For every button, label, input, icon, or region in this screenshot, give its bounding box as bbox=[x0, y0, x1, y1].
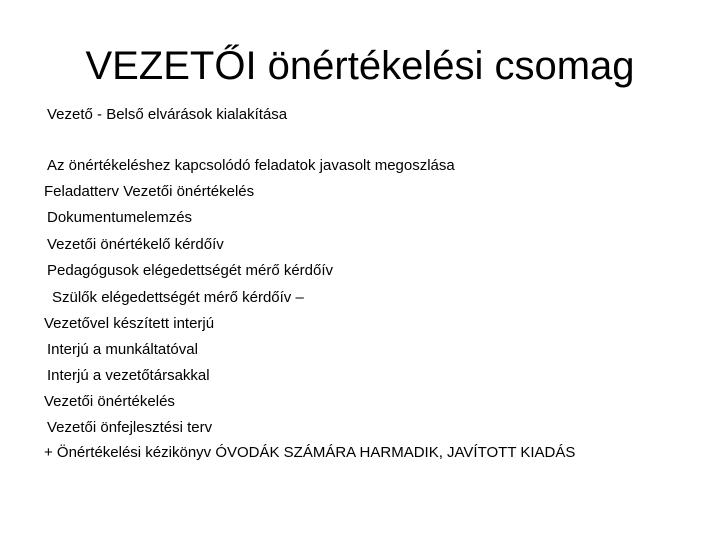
subtitle: Vezető - Belső elvárások kialakítása bbox=[47, 106, 288, 123]
list-item: Interjú a munkáltatóval bbox=[47, 341, 198, 358]
list-item: Feladatterv Vezetői önértékelés bbox=[44, 183, 255, 200]
list-item: Szülők elégedettségét mérő kérdőív – bbox=[52, 289, 304, 306]
list-item: Vezetői önértékelő kérdőív bbox=[47, 236, 224, 253]
list-item: Az önértékeléshez kapcsolódó feladatok javasolt megoszlása bbox=[47, 157, 455, 174]
list-item: + Önértékelési kézikönyv ÓVODÁK SZÁMÁRA HARMADIK, JAVÍTOTT KIADÁS bbox=[44, 444, 576, 461]
list-item: Vezetői önértékelés bbox=[44, 393, 175, 410]
page-title: VEZETŐI önértékelési csomag bbox=[85, 44, 635, 88]
list-item: Vezetői önfejlesztési terv bbox=[47, 419, 213, 436]
list-item: Interjú a vezetőtársakkal bbox=[47, 367, 210, 384]
list-item: Pedagógusok elégedettségét mérő kérdőív bbox=[47, 262, 334, 279]
list-item: Vezetővel készített interjú bbox=[44, 315, 215, 332]
list-item: Dokumentumelemzés bbox=[47, 209, 193, 226]
